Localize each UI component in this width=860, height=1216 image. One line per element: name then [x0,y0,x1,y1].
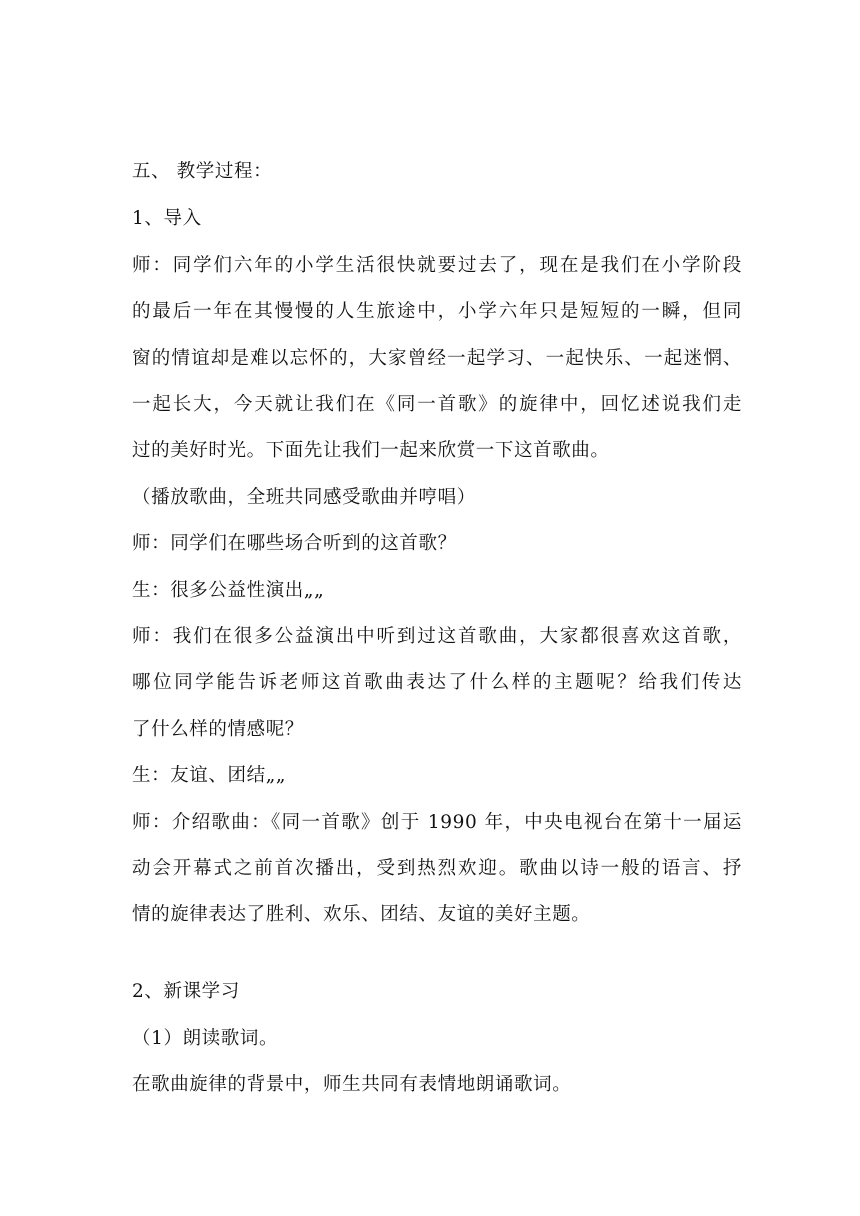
dialogue-line: 生：友谊、团结„„ [132,765,287,786]
paragraph-line: 的最后一年在其慢慢的人生旅途中，小学六年只是短短的一瞬，但同 [132,301,742,322]
dialogue-line: 生：很多公益性演出„„ [132,580,325,601]
stage-direction: （播放歌曲，全班共同感受歌曲并哼唱） [132,487,476,508]
paragraph-line: 窗的情谊却是难以忘怀的，大家曾经一起学习、一起快乐、一起迷惘、 [132,348,742,369]
section-heading: 五、 教学过程： [132,161,273,182]
paragraph-line: 情的旋律表达了胜利、欢乐、团结、友谊的美好主题。 [132,904,591,925]
subsection-heading: 2、新课学习 [132,981,240,1002]
paragraph-line: 师：同学们六年的小学生活很快就要过去了，现在是我们在小学阶段 [132,255,742,276]
subsection-heading: 1、导入 [132,208,202,229]
dialogue-line: 师：同学们在哪些场合听到的这首歌？ [132,533,457,554]
paragraph-line: 了什么样的情感呢？ [132,719,304,740]
paragraph-line: 一起长大，今天就让我们在《同一首歌》的旋律中，回忆述说我们走 [132,394,742,415]
paragraph-line: 动会开幕式之前首次播出，受到热烈欢迎。歌曲以诗一般的语言、抒 [132,858,742,879]
paragraph-line: 在歌曲旋律的背景中，师生共同有表情地朗诵歌词。 [132,1074,572,1095]
dialogue-line: 师：我们在很多公益演出中听到过这首歌曲，大家都很喜欢这首歌， [132,626,742,647]
dialogue-line: 师：介绍歌曲：《同一首歌》创于 1990 年，中央电视台在第十一届运 [132,812,742,833]
step-heading: （1）朗读歌词。 [132,1028,279,1049]
paragraph-line: 过的美好时光。下面先让我们一起来欣赏一下这首歌曲。 [132,440,610,461]
paragraph-line: 哪位同学能告诉老师这首歌曲表达了什么样的主题呢？给我们传达 [132,672,742,693]
